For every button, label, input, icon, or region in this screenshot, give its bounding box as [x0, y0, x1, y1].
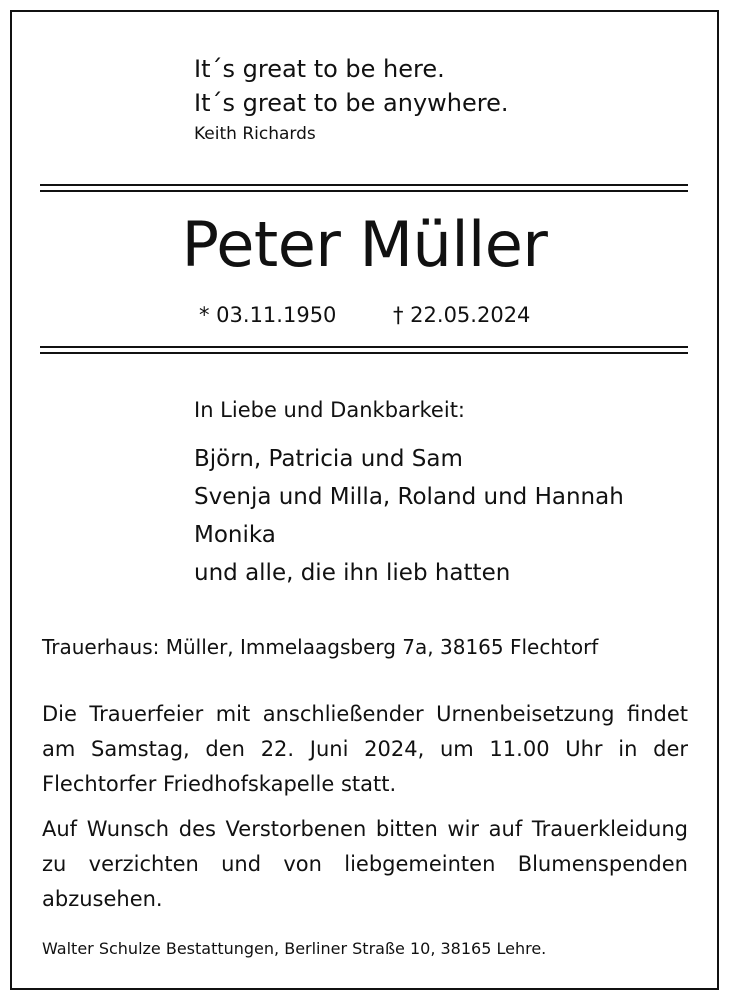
- mourners-intro: In Liebe und Dankbarkeit:: [194, 398, 466, 422]
- mourner-line: Svenja und Milla, Roland und Hannah: [194, 484, 624, 510]
- ceremony-paragraph: Die Trauerfeier mit anschließender Urnenbeisetzung findet am Samstag, den 22. Juni 2024, um 11.00 Uhr in der Flechtorfer Friedhofskapelle statt.: [42, 702, 688, 796]
- divider-rule: [40, 184, 688, 186]
- deceased-name: Peter Müller: [181, 208, 548, 281]
- mourner-line: Björn, Patricia und Sam: [194, 446, 463, 472]
- quote-line: It´s great to be here.: [194, 55, 445, 83]
- birth-date: * 03.11.1950: [199, 303, 337, 327]
- undertaker-line: Walter Schulze Bestattungen, Berliner Straße 10, 38165 Lehre.: [42, 939, 547, 958]
- divider-rule: [40, 346, 688, 348]
- mourner-line: und alle, die ihn lieb hatten: [194, 560, 511, 586]
- divider-rule: [40, 190, 688, 192]
- request-paragraph: Auf Wunsch des Verstorbenen bitten wir auf Trauerkleidung zu verzichten und von liebgemeinten Blumenspenden abzusehen.: [42, 817, 688, 911]
- divider-rule: [40, 352, 688, 354]
- quote-line: It´s great to be anywhere.: [194, 89, 509, 117]
- quote-author: Keith Richards: [194, 124, 316, 144]
- mourner-line: Monika: [194, 522, 276, 548]
- death-date: † 22.05.2024: [393, 303, 531, 327]
- mourners-block: [194, 394, 624, 592]
- epigraph-quote: [194, 52, 509, 146]
- house-of-mourning: Trauerhaus: Müller, Immelaagsberg 7a, 38165 Flechtorf: [42, 635, 599, 659]
